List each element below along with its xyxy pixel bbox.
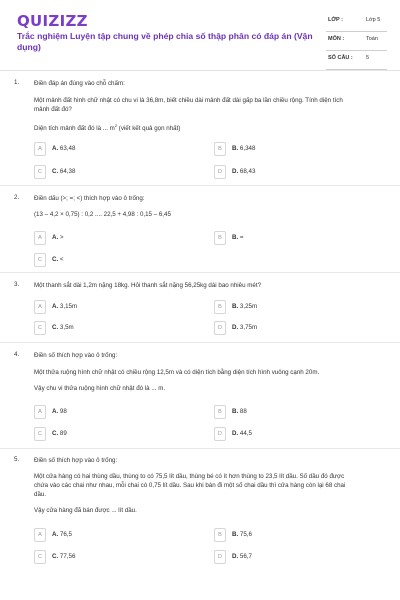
worksheet-title: Trắc nghiệm Luyện tập chung về phép chia số thập phân có đáp án (Vận dụng) [17,31,313,52]
meta-value: Toán [366,36,378,42]
option-text: 89 [59,430,67,437]
question-divider [0,342,400,343]
option-key-box: A [34,300,46,314]
unit-exponent: 2 [114,123,118,128]
option-letter: A. [52,145,59,152]
meta-row-question-count [326,51,387,70]
meta-row-class [326,13,387,32]
question-prompt: Điền dấu (>; =; <) thích hợp vào ô trống: [34,195,145,202]
option-key-box: A [34,231,46,245]
option-key-box: D [214,321,226,335]
option-text: 88 [239,408,247,415]
option-text: 3,75m [239,324,258,331]
option-letter: D. [232,324,239,331]
question-text-line: Một thửa ruộng hình chữ nhật có chiều rộng 12,5m và có diện tích bằng diện tích hình vuông cạnh 20m. [34,369,320,376]
option-letter: C. [52,430,59,437]
option-text: 64,38 [59,168,76,175]
option-letter: B. [232,234,239,241]
quizizz-logo: QUIZIZZ [17,12,88,30]
option-letter: C. [52,553,59,560]
question-prompt: Điền số thích hợp vào ô trống: [34,457,118,464]
option-key-box: B [214,142,226,156]
meta-label: SỐ CÂU : [328,55,353,61]
option-key-box: D [214,165,226,179]
question-text-line: chứa vào các chai như nhau, mỗi chai có 0,75 lít dầu. Sau khi bán đi một số chai dầu thì cửa hàng còn lại 68 chai [34,482,346,489]
option-letter: A. [52,408,59,415]
meta-value: Lớp 5 [366,17,381,23]
option-text: 68,43 [239,168,256,175]
option-letter: D. [232,430,239,437]
option-letter: B. [232,531,239,538]
option-key-box: A [34,528,46,542]
option-letter: C. [52,324,59,331]
meta-row-subject [326,32,387,51]
question-text-line: Một cửa hàng có hai thùng dầu, thùng to có 75,5 lít dầu, thùng bé có ít hơn thùng to 23,5 lít dầu. Số dầu đó được [34,473,345,480]
option-letter: A. [52,531,59,538]
instruction-text: Diện tích mảnh đất đó là ... m [34,125,115,133]
option-key-box: D [214,550,226,564]
meta-table [326,13,387,70]
question-number: 3. [14,281,20,288]
header-divider [0,70,400,71]
option-key-box: C [34,165,46,179]
option-key-box: B [214,528,226,542]
option-letter: D. [232,168,239,175]
option-key-box: C [34,427,46,441]
question-prompt: Điền số thích hợp vào ô trống: [34,352,118,359]
meta-label: MÔN : [328,36,345,42]
option-text: 44,5 [239,430,252,437]
question-text-line: Vậy chu vi thửa ruộng hình chữ nhật đó là ... m. [34,385,166,392]
option-letter: C. [52,256,59,263]
option-text: > [59,234,64,241]
option-key-box: C [34,253,46,267]
option-key-box: B [214,231,226,245]
question-number: 1. [14,79,20,86]
option-text: 3,25m [239,303,258,310]
question-prompt: Một thanh sắt dài 1,2m nặng 18kg. Hỏi thanh sắt nặng 56,25kg dài bao nhiêu mét? [34,282,262,289]
option-text: 3,5m [59,324,74,331]
option-text: 77,56 [59,553,76,560]
question-text-line: (13 – 4,2 × 0,75) : 0,2 .... 22,5 + 4,98 : 0,15 – 6,45 [34,211,171,218]
option-key-box: B [214,405,226,419]
worksheet-header [0,0,400,70]
question-divider [0,272,400,273]
option-letter: B. [232,303,239,310]
option-letter: D. [232,553,239,560]
option-letter: B. [232,408,239,415]
option-text: 63,48 [59,145,76,152]
meta-value: 5 [366,55,370,61]
question-number: 2. [14,194,20,201]
option-key-box: B [214,300,226,314]
question-divider [0,448,400,449]
instruction-note: (viết kết quả gọn nhất) [117,125,181,133]
option-key-box: C [34,321,46,335]
option-text: 75,6 [239,531,252,538]
question-text-line: mảnh đất đó? [34,106,72,113]
question-text-line: Một mảnh đất hình chữ nhật có chu vi là 36,8m, biết chiều dài mảnh đất dài gấp ba lần chiều rộng. Tính diện tích [34,97,343,104]
option-text: 56,7 [239,553,252,560]
option-text: 3,15m [59,303,78,310]
question-prompt: Điền đáp án đúng vào chỗ chấm: [34,80,125,87]
meta-label: LỚP : [328,17,343,23]
option-text: 98 [59,408,67,415]
option-text: 76,5 [59,531,72,538]
question-text-line: dầu. [34,491,47,498]
option-key-box: C [34,550,46,564]
option-key-box: A [34,405,46,419]
option-text: < [59,256,64,263]
option-letter: A. [52,303,59,310]
option-key-box: A [34,142,46,156]
question-number: 4. [14,351,20,358]
question-text-line: Vậy cửa hàng đã bán được ... lít dầu. [34,507,137,514]
option-key-box: D [214,427,226,441]
question-instruction [34,121,384,133]
question-divider [0,185,400,186]
option-text: = [239,234,244,241]
question-number: 5. [14,456,20,463]
option-text: 6,348 [239,145,256,152]
option-letter: B. [232,145,239,152]
option-letter: C. [52,168,59,175]
option-letter: A. [52,234,59,241]
